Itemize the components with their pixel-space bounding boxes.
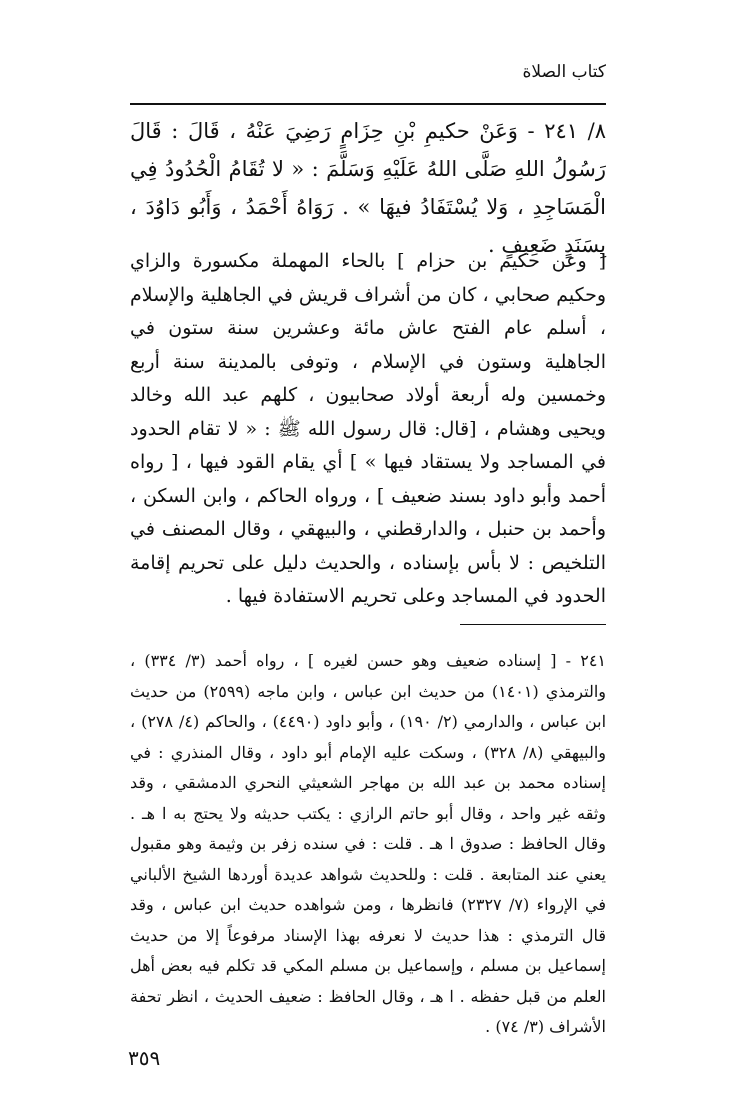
footnote-rule: [460, 624, 606, 625]
page-number: ٣٥٩: [128, 1046, 161, 1070]
commentary-text: [ وعن حكيم بن حزام ] بالحاء المهملة مكسورة والزاي وحكيم صحابي ، كان من أشراف قريش في الجاهلية والإسلام ، أسلم عام الفتح عاش مائة وعشرين سنة ستون في الجاهلية وستون في الإسلام ، وتوفى بالمدينة سنة أربع وخمسين وله أربعة أولاد صحابيون ، كلهم عبد الله وخالد ويحيى وهشام ، [قال: قال رسول الله ﷺ : « لا تقام الحدود في المساجد ولا يستقاد فيها » ] أي يقام القود فيها ، [ رواه أحمد وأبو داود بسند ضعيف ] ، ورواه الحاكم ، وابن السكن ، وأحمد بن حنبل ، والدارقطني ، والبيهقي ، وقال المصنف في التلخيص : لا بأس بإسناده ، والحديث دليل على تحريم إقامة الحدود في المساجد وعلى تحريم الاستفادة فيها .: [130, 250, 606, 607]
header-rule: [130, 103, 606, 105]
hadith-text: ٨/ ٢٤١ - وَعَنْ حكيمِ بْنِ حِزَامٍ رَضِيَ عَنْهُ ، قَالَ : قَالَ رَسُولُ اللهِ صَلَّى اللهُ عَلَيْهِ وَسَلَّمَ : « لا تُقَامُ الْحُدُودُ فِي الْمَسَاجِدِ ، وَلا يُسْتَفَادُ فيهَا » . رَوَاهُ أَحْمَدُ ، وَأَبُو دَاوُدَ ، بِسَنَدٍ ضَعِيفٍ .: [130, 119, 606, 257]
running-header: كتاب الصلاة: [522, 62, 606, 82]
footnote-text: ٢٤١ - [ إسناده ضعيف وهو حسن لغيره ] ، رواه أحمد (٣/ ٣٣٤) ، والترمذي (١٤٠١) من حديث ابن عباس ، وابن ماجه (٢٥٩٩) من حديث ابن عباس ، والدارمي (٢/ ١٩٠) ، وأبو داود (٤٤٩٠) ، والحاكم (٤/ ٢٧٨) ، والبيهقي (٨/ ٣٢٨) ، وسكت عليه الإمام أبو داود ، وقال المنذري : في إسناده محمد بن عبد الله بن مهاجر الشعيثي النحري الدمشقي ، وقد وثقه غير واحد ، وقال أبو حاتم الرازي : يكتب حديثه ولا يحتج به ا هـ . وقال الحافظ : صدوق ا هـ . قلت : في سنده زفر بن وثيمة وهو مقبول يعني عند المتابعة . قلت : وللحديث شواهد عديدة أوردها الشيخ الألباني في الإرواء (٧/ ٢٣٢٧) فانظرها ، ومن شواهده حديث ابن عباس ، وقد قال الترمذي : هذا حديث لا نعرفه بهذا الإسناد مرفوعاً إلا من حديث إسماعيل بن مسلم ، وإسماعيل بن مسلم المكي قد تكلم فيه بعض أهل العلم من قبل حفظه . ا هـ ، وقال الحافظ : ضعيف الحديث ، انظر تحفة الأشراف (٣/ ٧٤) .: [130, 651, 607, 1036]
